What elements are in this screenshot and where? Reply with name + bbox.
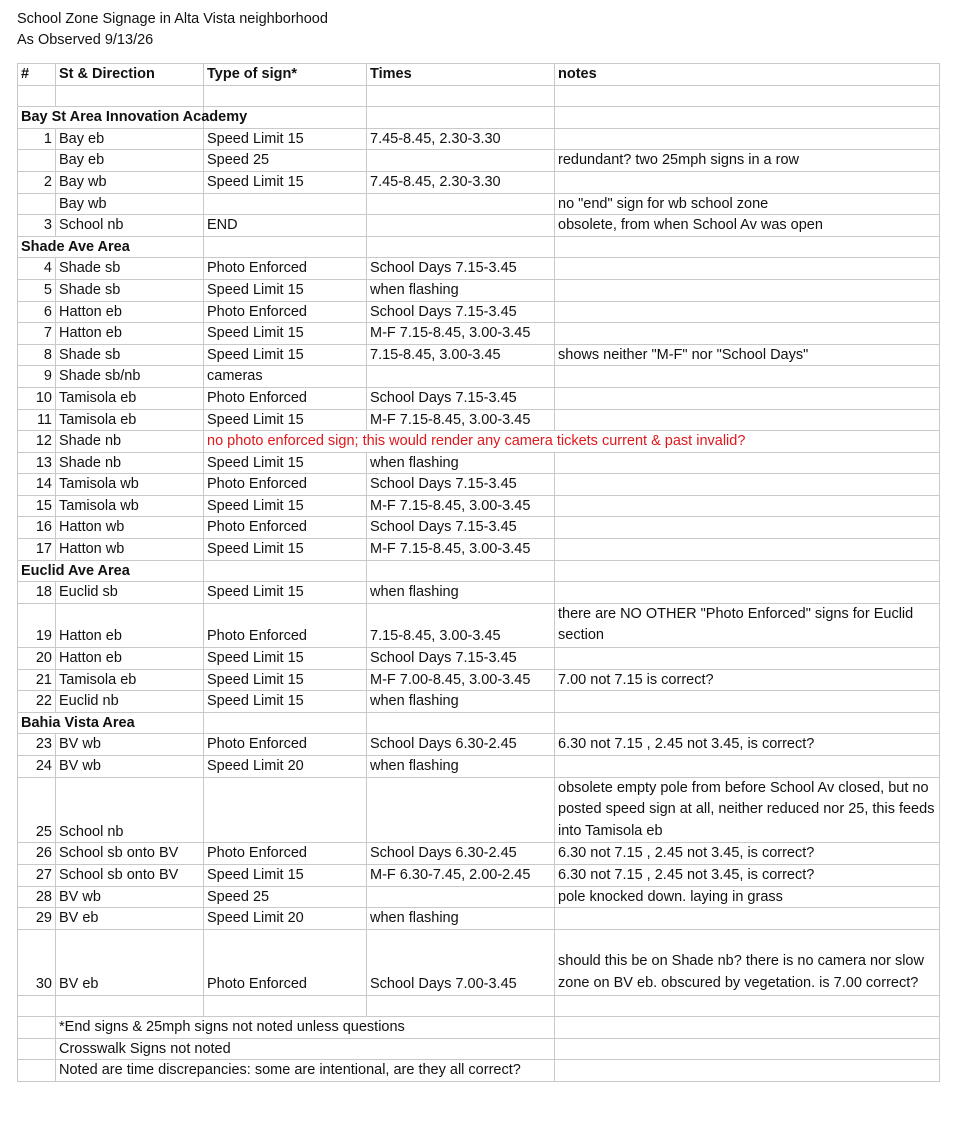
table-row [18, 150, 940, 172]
cell-times: School Days 6.30-2.45 [367, 843, 555, 865]
cell-notes: pole knocked down. laying in grass [555, 886, 940, 908]
cell-street: School nb [56, 215, 204, 237]
table-row [18, 193, 940, 215]
cell-sign-type: Speed Limit 15 [204, 691, 367, 713]
cell-times: M-F 7.15-8.45, 3.00-3.45 [367, 409, 555, 431]
cell-sign-type [204, 777, 367, 843]
cell-sign-type: Photo Enforced [204, 843, 367, 865]
table-row [18, 603, 940, 647]
empty-cell [204, 560, 367, 582]
cell-number: 26 [18, 843, 56, 865]
cell-times [367, 215, 555, 237]
cell-sign-type: cameras [204, 366, 367, 388]
column-header-number: # [18, 64, 56, 86]
cell-street: BV wb [56, 886, 204, 908]
cell-street: Bay eb [56, 150, 204, 172]
table-row [18, 409, 940, 431]
cell-street: BV eb [56, 929, 204, 995]
column-header-street: St & Direction [56, 64, 204, 86]
cell-times: when flashing [367, 582, 555, 604]
table-row [18, 452, 940, 474]
cell-notes [555, 495, 940, 517]
cell-notes [555, 474, 940, 496]
empty-cell [555, 236, 940, 258]
table-row [18, 517, 940, 539]
cell-street: BV wb [56, 756, 204, 778]
cell-times: M-F 7.15-8.45, 3.00-3.45 [367, 539, 555, 561]
cell-times [367, 886, 555, 908]
cell-times: M-F 7.15-8.45, 3.00-3.45 [367, 323, 555, 345]
section-title: Euclid Ave Area [18, 560, 204, 582]
sheet-subtitle: As Observed 9/13/26 [17, 32, 154, 48]
cell-times: School Days 7.00-3.45 [367, 929, 555, 995]
cell-street: Shade sb [56, 279, 204, 301]
cell-times: 7.15-8.45, 3.00-3.45 [367, 603, 555, 647]
cell-notes: there are NO OTHER "Photo Enforced" signs for Euclid section [555, 603, 940, 647]
table-row [18, 279, 940, 301]
cell-street: School nb [56, 777, 204, 843]
warning-row [18, 431, 940, 453]
cell-notes [555, 387, 940, 409]
cell-number: 13 [18, 452, 56, 474]
cell-street: Hatton eb [56, 648, 204, 670]
cell-times: M-F 6.30-7.45, 2.00-2.45 [367, 864, 555, 886]
table-row [18, 215, 940, 237]
footnote-text: Crosswalk Signs not noted [56, 1038, 555, 1060]
table-row [18, 864, 940, 886]
cell-sign-type: Speed Limit 15 [204, 323, 367, 345]
cell-times: School Days 7.15-3.45 [367, 648, 555, 670]
cell-times: M-F 7.00-8.45, 3.00-3.45 [367, 669, 555, 691]
cell-sign-type: Speed Limit 15 [204, 452, 367, 474]
cell-notes: no "end" sign for wb school zone [555, 193, 940, 215]
cell-street: Shade sb/nb [56, 366, 204, 388]
cell-number: 14 [18, 474, 56, 496]
cell-times: when flashing [367, 756, 555, 778]
table-row [18, 344, 940, 366]
cell-notes: obsolete empty pole from before School Av closed, but no posted speed sign at all, neither reduced nor 25, this feeds into Tamisola eb [555, 777, 940, 843]
cell-times [367, 193, 555, 215]
cell-street: Bay wb [56, 193, 204, 215]
cell-street [56, 85, 204, 107]
empty-cell [555, 107, 940, 129]
cell-street: Euclid sb [56, 582, 204, 604]
cell-notes [555, 128, 940, 150]
cell-street: BV eb [56, 908, 204, 930]
cell-times: 7.45-8.45, 2.30-3.30 [367, 171, 555, 193]
section-title: Bay St Area Innovation Academy [18, 107, 204, 129]
cell-number [18, 995, 56, 1017]
cell-sign-type: Speed Limit 15 [204, 171, 367, 193]
section-row [18, 107, 940, 129]
cell-number: 1 [18, 128, 56, 150]
empty-cell [367, 236, 555, 258]
cell-sign-type: Photo Enforced [204, 734, 367, 756]
cell-notes [555, 995, 940, 1017]
empty-cell [18, 1017, 56, 1039]
cell-times [367, 995, 555, 1017]
blank-row [18, 85, 940, 107]
cell-number: 12 [18, 431, 56, 453]
table-row [18, 886, 940, 908]
section-title: Bahia Vista Area [18, 712, 204, 734]
section-row [18, 712, 940, 734]
cell-street: Shade sb [56, 344, 204, 366]
cell-times [367, 150, 555, 172]
table-row [18, 366, 940, 388]
cell-street: Hatton wb [56, 539, 204, 561]
table-row [18, 777, 940, 843]
cell-number: 15 [18, 495, 56, 517]
cell-street: Shade sb [56, 258, 204, 280]
cell-street [56, 995, 204, 1017]
cell-street: School sb onto BV [56, 843, 204, 865]
cell-sign-type: Speed Limit 20 [204, 908, 367, 930]
cell-street: BV wb [56, 734, 204, 756]
empty-cell [555, 1060, 940, 1082]
footnote-text: Noted are time discrepancies: some are intentional, are they all correct? [56, 1060, 555, 1082]
cell-notes: should this be on Shade nb? there is no camera nor slow zone on BV eb. obscured by vegetation. is 7.00 correct? [555, 929, 940, 995]
table-row [18, 474, 940, 496]
cell-times: School Days 7.15-3.45 [367, 387, 555, 409]
empty-cell [555, 1038, 940, 1060]
column-header-times: Times [367, 64, 555, 86]
cell-number: 23 [18, 734, 56, 756]
footnote-row [18, 1017, 940, 1039]
table-row [18, 929, 940, 995]
cell-notes [555, 452, 940, 474]
table-row [18, 323, 940, 345]
table-row [18, 734, 940, 756]
cell-street: School sb onto BV [56, 864, 204, 886]
cell-sign-type: Speed Limit 15 [204, 279, 367, 301]
cell-notes [555, 301, 940, 323]
table-row [18, 648, 940, 670]
cell-notes [555, 279, 940, 301]
table-row [18, 843, 940, 865]
cell-sign-type: Speed Limit 15 [204, 539, 367, 561]
cell-number [18, 193, 56, 215]
cell-notes [555, 908, 940, 930]
cell-notes: 6.30 not 7.15 , 2.45 not 3.45, is correct? [555, 734, 940, 756]
cell-street: Tamisola eb [56, 409, 204, 431]
cell-sign-type: Photo Enforced [204, 929, 367, 995]
table-row [18, 908, 940, 930]
section-title: Shade Ave Area [18, 236, 204, 258]
cell-times: M-F 7.15-8.45, 3.00-3.45 [367, 495, 555, 517]
cell-times: School Days 7.15-3.45 [367, 258, 555, 280]
cell-sign-type: Speed 25 [204, 886, 367, 908]
cell-street: Bay wb [56, 171, 204, 193]
cell-sign-type: Photo Enforced [204, 517, 367, 539]
cell-street: Hatton eb [56, 301, 204, 323]
table-row [18, 539, 940, 561]
cell-sign-type: END [204, 215, 367, 237]
empty-cell [204, 712, 367, 734]
cell-number: 25 [18, 777, 56, 843]
cell-times: when flashing [367, 691, 555, 713]
cell-notes: 6.30 not 7.15 , 2.45 not 3.45, is correct? [555, 843, 940, 865]
cell-number: 17 [18, 539, 56, 561]
cell-sign-type [204, 193, 367, 215]
section-row [18, 560, 940, 582]
cell-notes [555, 409, 940, 431]
column-header-sign-type: Type of sign* [204, 64, 367, 86]
cell-street: Bay eb [56, 128, 204, 150]
cell-number [18, 85, 56, 107]
table-row [18, 691, 940, 713]
empty-cell [555, 1017, 940, 1039]
empty-cell [367, 560, 555, 582]
cell-sign-type: Speed Limit 15 [204, 648, 367, 670]
cell-number: 2 [18, 171, 56, 193]
cell-times [367, 366, 555, 388]
cell-notes [555, 85, 940, 107]
cell-times: 7.45-8.45, 2.30-3.30 [367, 128, 555, 150]
cell-sign-type: Speed Limit 15 [204, 128, 367, 150]
cell-times: School Days 6.30-2.45 [367, 734, 555, 756]
table-row [18, 128, 940, 150]
table-row [18, 756, 940, 778]
cell-times: School Days 7.15-3.45 [367, 301, 555, 323]
cell-notes: obsolete, from when School Av was open [555, 215, 940, 237]
cell-times [367, 85, 555, 107]
table-body [18, 64, 940, 1082]
cell-street: Shade nb [56, 452, 204, 474]
cell-number: 5 [18, 279, 56, 301]
cell-notes [555, 517, 940, 539]
cell-street: Hatton eb [56, 323, 204, 345]
cell-sign-type: Photo Enforced [204, 474, 367, 496]
cell-sign-type: Speed Limit 15 [204, 864, 367, 886]
empty-cell [204, 236, 367, 258]
cell-number: 11 [18, 409, 56, 431]
cell-notes [555, 258, 940, 280]
cell-street: Tamisola eb [56, 387, 204, 409]
cell-number: 9 [18, 366, 56, 388]
cell-times: 7.15-8.45, 3.00-3.45 [367, 344, 555, 366]
cell-notes [555, 691, 940, 713]
footnote-row [18, 1060, 940, 1082]
cell-sign-type: Photo Enforced [204, 387, 367, 409]
sheet-heading [17, 9, 328, 51]
cell-street: Tamisola wb [56, 474, 204, 496]
cell-number: 24 [18, 756, 56, 778]
table-row [18, 387, 940, 409]
cell-number: 18 [18, 582, 56, 604]
cell-times: School Days 7.15-3.45 [367, 517, 555, 539]
cell-times: when flashing [367, 452, 555, 474]
column-header-notes: notes [555, 64, 940, 86]
cell-times: when flashing [367, 908, 555, 930]
cell-times [367, 777, 555, 843]
cell-times: School Days 7.15-3.45 [367, 474, 555, 496]
cell-street: Tamisola wb [56, 495, 204, 517]
footnote-text: *End signs & 25mph signs not noted unless questions [56, 1017, 555, 1039]
cell-sign-type: Speed Limit 15 [204, 344, 367, 366]
cell-sign-type: Speed Limit 15 [204, 669, 367, 691]
table-row [18, 258, 940, 280]
table-row [18, 669, 940, 691]
cell-number: 10 [18, 387, 56, 409]
cell-notes [555, 539, 940, 561]
warning-note: no photo enforced sign; this would render any camera tickets current & past invalid? [204, 431, 940, 453]
cell-number: 27 [18, 864, 56, 886]
cell-number: 21 [18, 669, 56, 691]
cell-notes [555, 323, 940, 345]
cell-number: 7 [18, 323, 56, 345]
table-row [18, 582, 940, 604]
cell-number: 3 [18, 215, 56, 237]
cell-sign-type: Speed Limit 15 [204, 582, 367, 604]
table-row [18, 495, 940, 517]
cell-number: 4 [18, 258, 56, 280]
sheet-title: School Zone Signage in Alta Vista neighborhood [17, 11, 328, 27]
empty-cell [555, 560, 940, 582]
empty-cell [18, 1060, 56, 1082]
cell-notes: redundant? two 25mph signs in a row [555, 150, 940, 172]
cell-sign-type: Photo Enforced [204, 301, 367, 323]
cell-number: 28 [18, 886, 56, 908]
cell-sign-type: Photo Enforced [204, 603, 367, 647]
cell-notes [555, 756, 940, 778]
cell-number: 16 [18, 517, 56, 539]
empty-cell [367, 107, 555, 129]
cell-sign-type: Speed Limit 20 [204, 756, 367, 778]
cell-notes [555, 171, 940, 193]
cell-number: 22 [18, 691, 56, 713]
cell-times: when flashing [367, 279, 555, 301]
cell-number: 30 [18, 929, 56, 995]
cell-number: 29 [18, 908, 56, 930]
cell-sign-type [204, 995, 367, 1017]
cell-notes: 7.00 not 7.15 is correct? [555, 669, 940, 691]
cell-number: 6 [18, 301, 56, 323]
cell-sign-type: Speed Limit 15 [204, 495, 367, 517]
cell-notes [555, 648, 940, 670]
cell-sign-type: Speed Limit 15 [204, 409, 367, 431]
empty-cell [18, 1038, 56, 1060]
blank-row [18, 995, 940, 1017]
cell-number: 20 [18, 648, 56, 670]
empty-cell [555, 712, 940, 734]
empty-cell [367, 712, 555, 734]
cell-notes [555, 366, 940, 388]
cell-street: Euclid nb [56, 691, 204, 713]
footnote-row [18, 1038, 940, 1060]
cell-sign-type [204, 85, 367, 107]
cell-street: Tamisola eb [56, 669, 204, 691]
table-row [18, 171, 940, 193]
cell-number: 19 [18, 603, 56, 647]
cell-street: Shade nb [56, 431, 204, 453]
header-row [18, 64, 940, 86]
signage-table [17, 63, 940, 1082]
cell-notes [555, 582, 940, 604]
cell-sign-type: Speed 25 [204, 150, 367, 172]
cell-street: Hatton wb [56, 517, 204, 539]
cell-sign-type: Photo Enforced [204, 258, 367, 280]
cell-notes: shows neither "M-F" nor "School Days" [555, 344, 940, 366]
table-row [18, 301, 940, 323]
section-row [18, 236, 940, 258]
cell-number: 8 [18, 344, 56, 366]
cell-notes: 6.30 not 7.15 , 2.45 not 3.45, is correct? [555, 864, 940, 886]
cell-number [18, 150, 56, 172]
cell-street: Hatton eb [56, 603, 204, 647]
